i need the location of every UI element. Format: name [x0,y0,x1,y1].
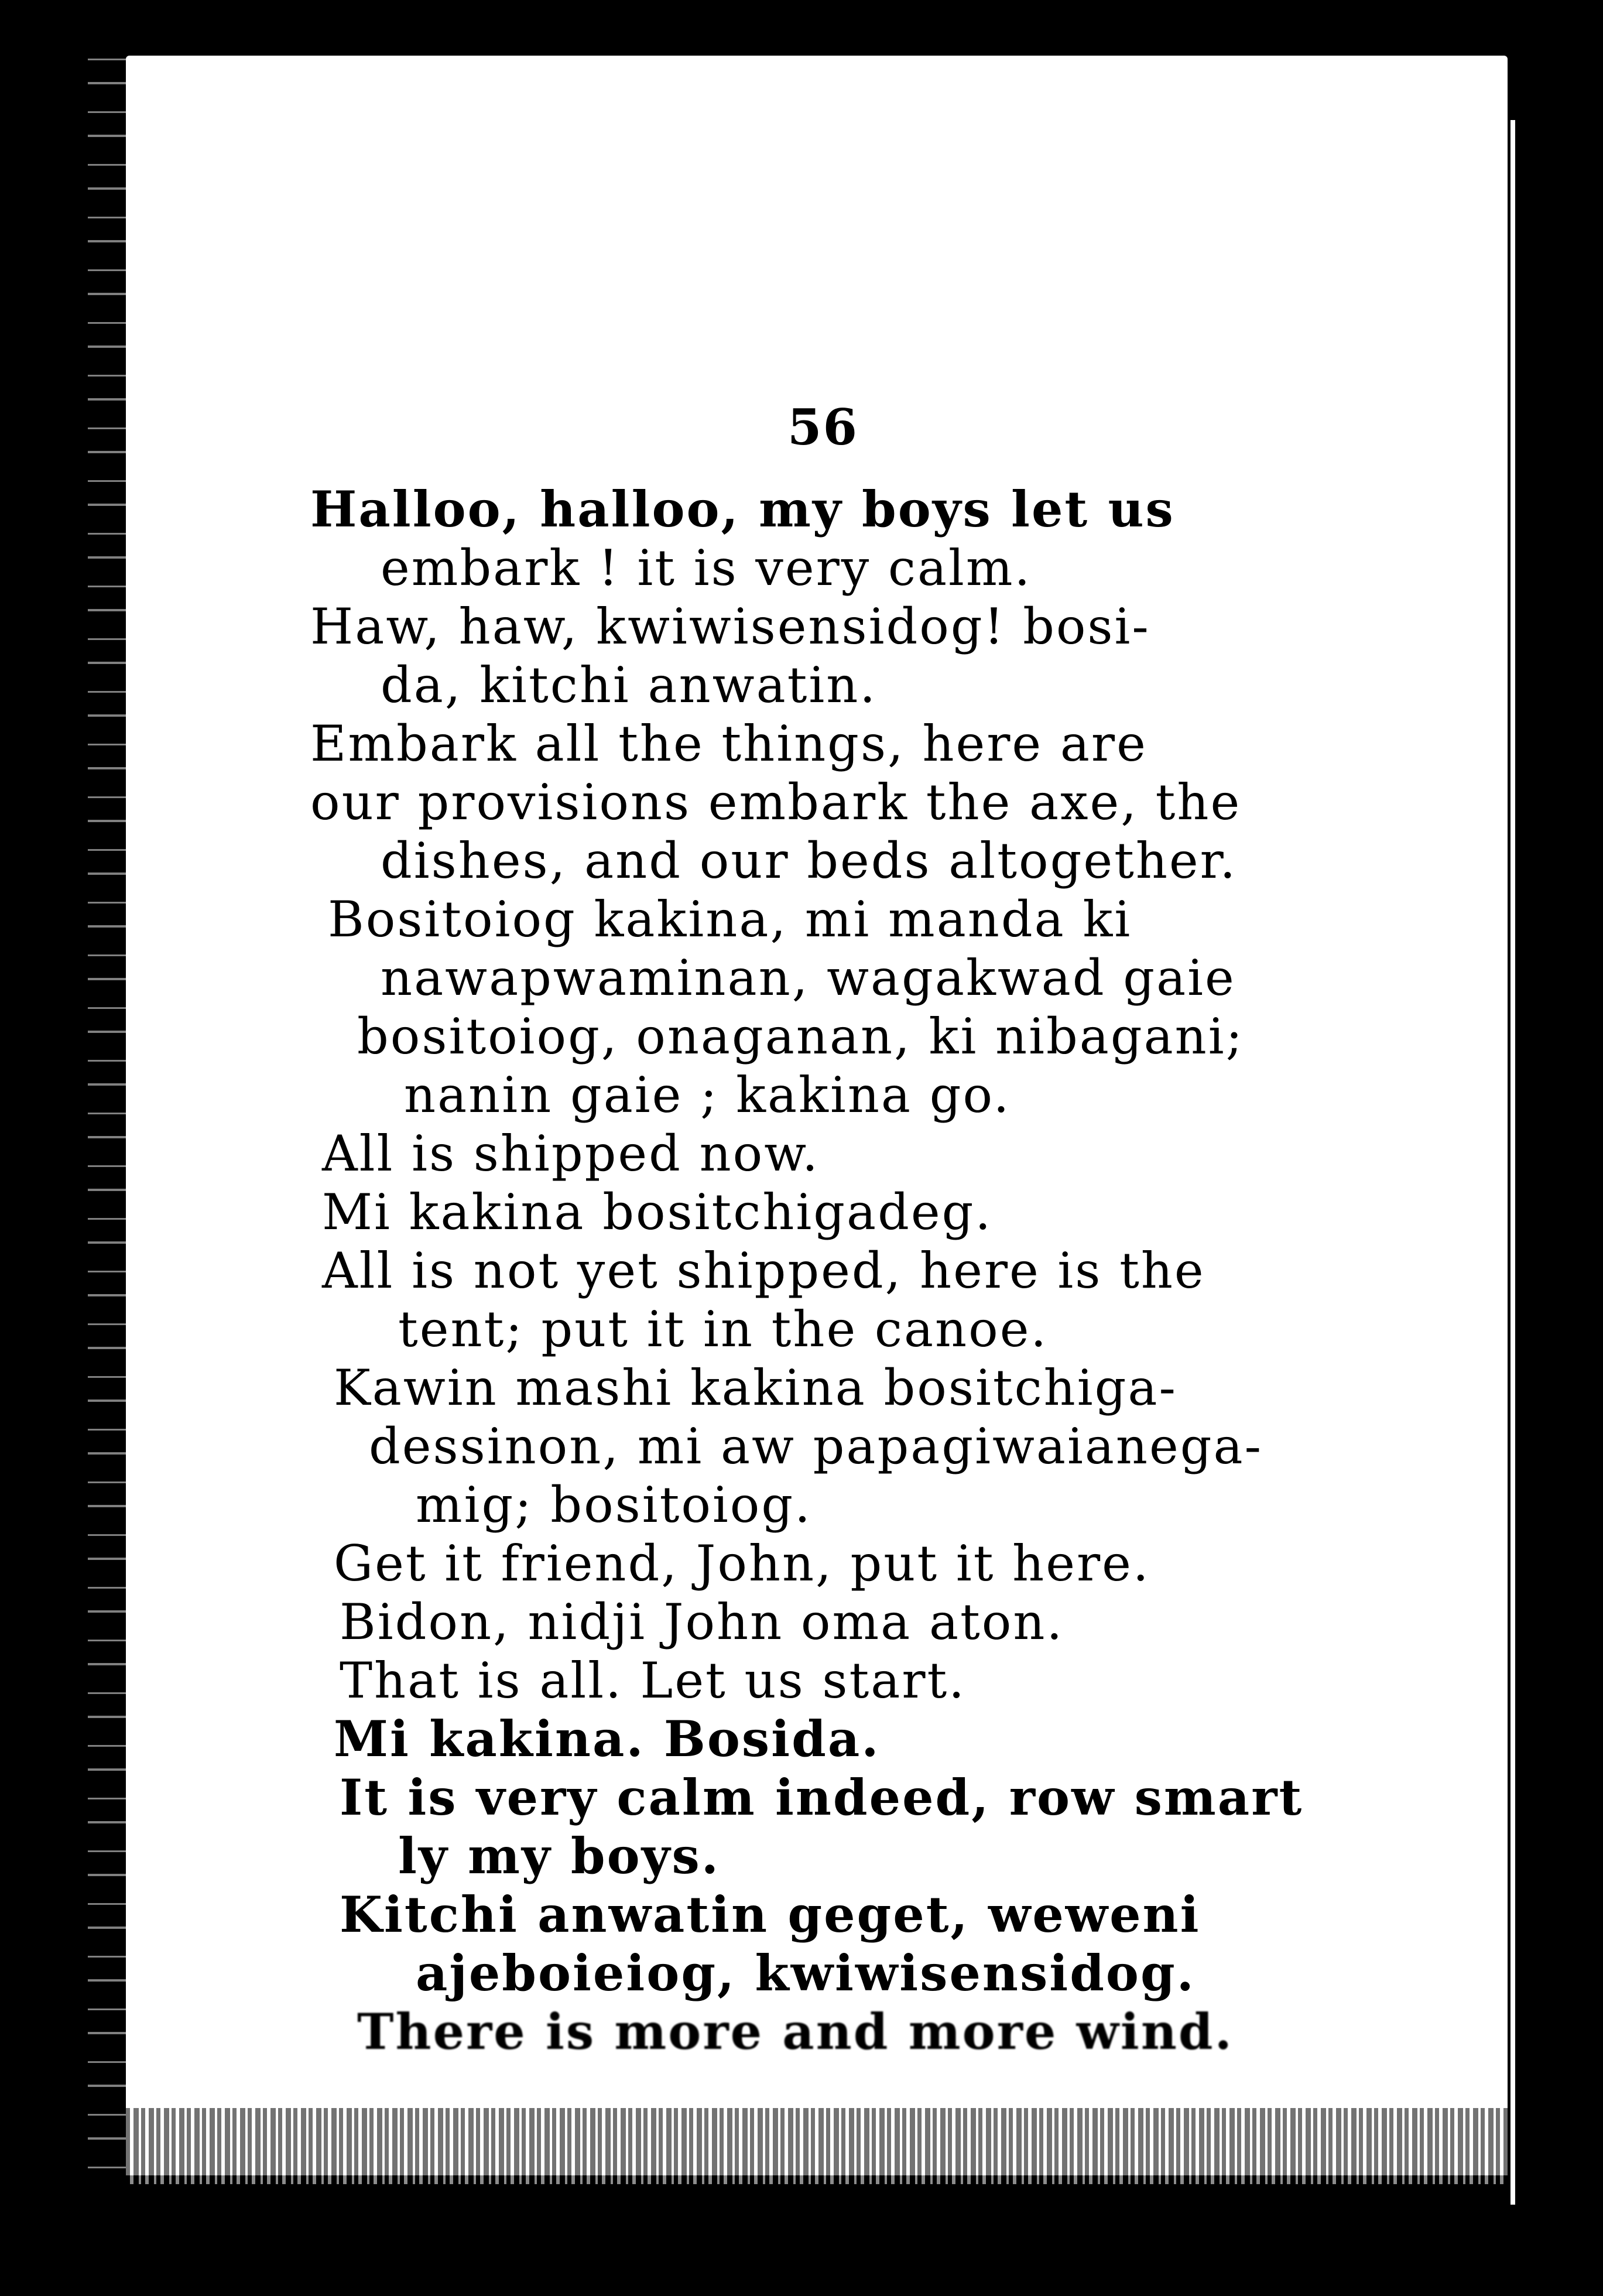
text-line: That is all. Let us start. [340,1652,966,1709]
text-line: bositoiog, onaganan, ki nibagani; [357,1008,1244,1065]
text-line: ly my boys. [398,1827,721,1885]
text-line: da, kitchi anwatin. [381,656,878,714]
binding-edge [88,59,129,2178]
text-line: All is shipped now. [322,1125,820,1182]
text-line: Haw, haw, kwiwisensidog! bosi- [310,598,1150,655]
text-line: our provisions embark the axe, the [310,774,1242,831]
text-line: nawapwaminan, wagakwad gaie [381,949,1236,1007]
text-line: mig; bositoiog. [416,1476,812,1534]
page-number: 56 [787,398,858,456]
text-line: There is more and more wind. [357,2003,1234,2061]
text-line: embark ! it is very calm. [381,539,1032,597]
text-line: Mi kakina bositchigadeg. [322,1183,993,1241]
text-line: dishes, and our beds altogether. [381,832,1238,889]
text-line: Mi kakina. Bosida. [334,1710,881,1768]
page-bottom-damage [126,2108,1508,2184]
text-line: Kitchi anwatin geget, weweni [340,1886,1201,1943]
text-line: Halloo, halloo, my boys let us [310,480,1175,538]
text-line: All is not yet shipped, here is the [322,1242,1205,1299]
text-line: ajeboieiog, kwiwisensidog. [416,1944,1196,2002]
text-line: It is very calm indeed, row smart [340,1768,1304,1826]
text-line: Embark all the things, here are [310,715,1148,772]
text-line: nanin gaie ; kakina go. [404,1066,1011,1124]
page-edge [1510,120,1515,2205]
text-line: dessinon, mi aw papagiwaianega- [369,1418,1263,1475]
text-line: Kawin mashi kakina bositchiga- [334,1359,1177,1416]
text-line: Bidon, nidji John oma aton. [340,1593,1064,1651]
text-line: Bositoiog kakina, mi manda ki [328,891,1132,948]
text-line: tent; put it in the canoe. [398,1301,1049,1358]
text-line: Get it friend, John, put it here. [334,1535,1150,1592]
